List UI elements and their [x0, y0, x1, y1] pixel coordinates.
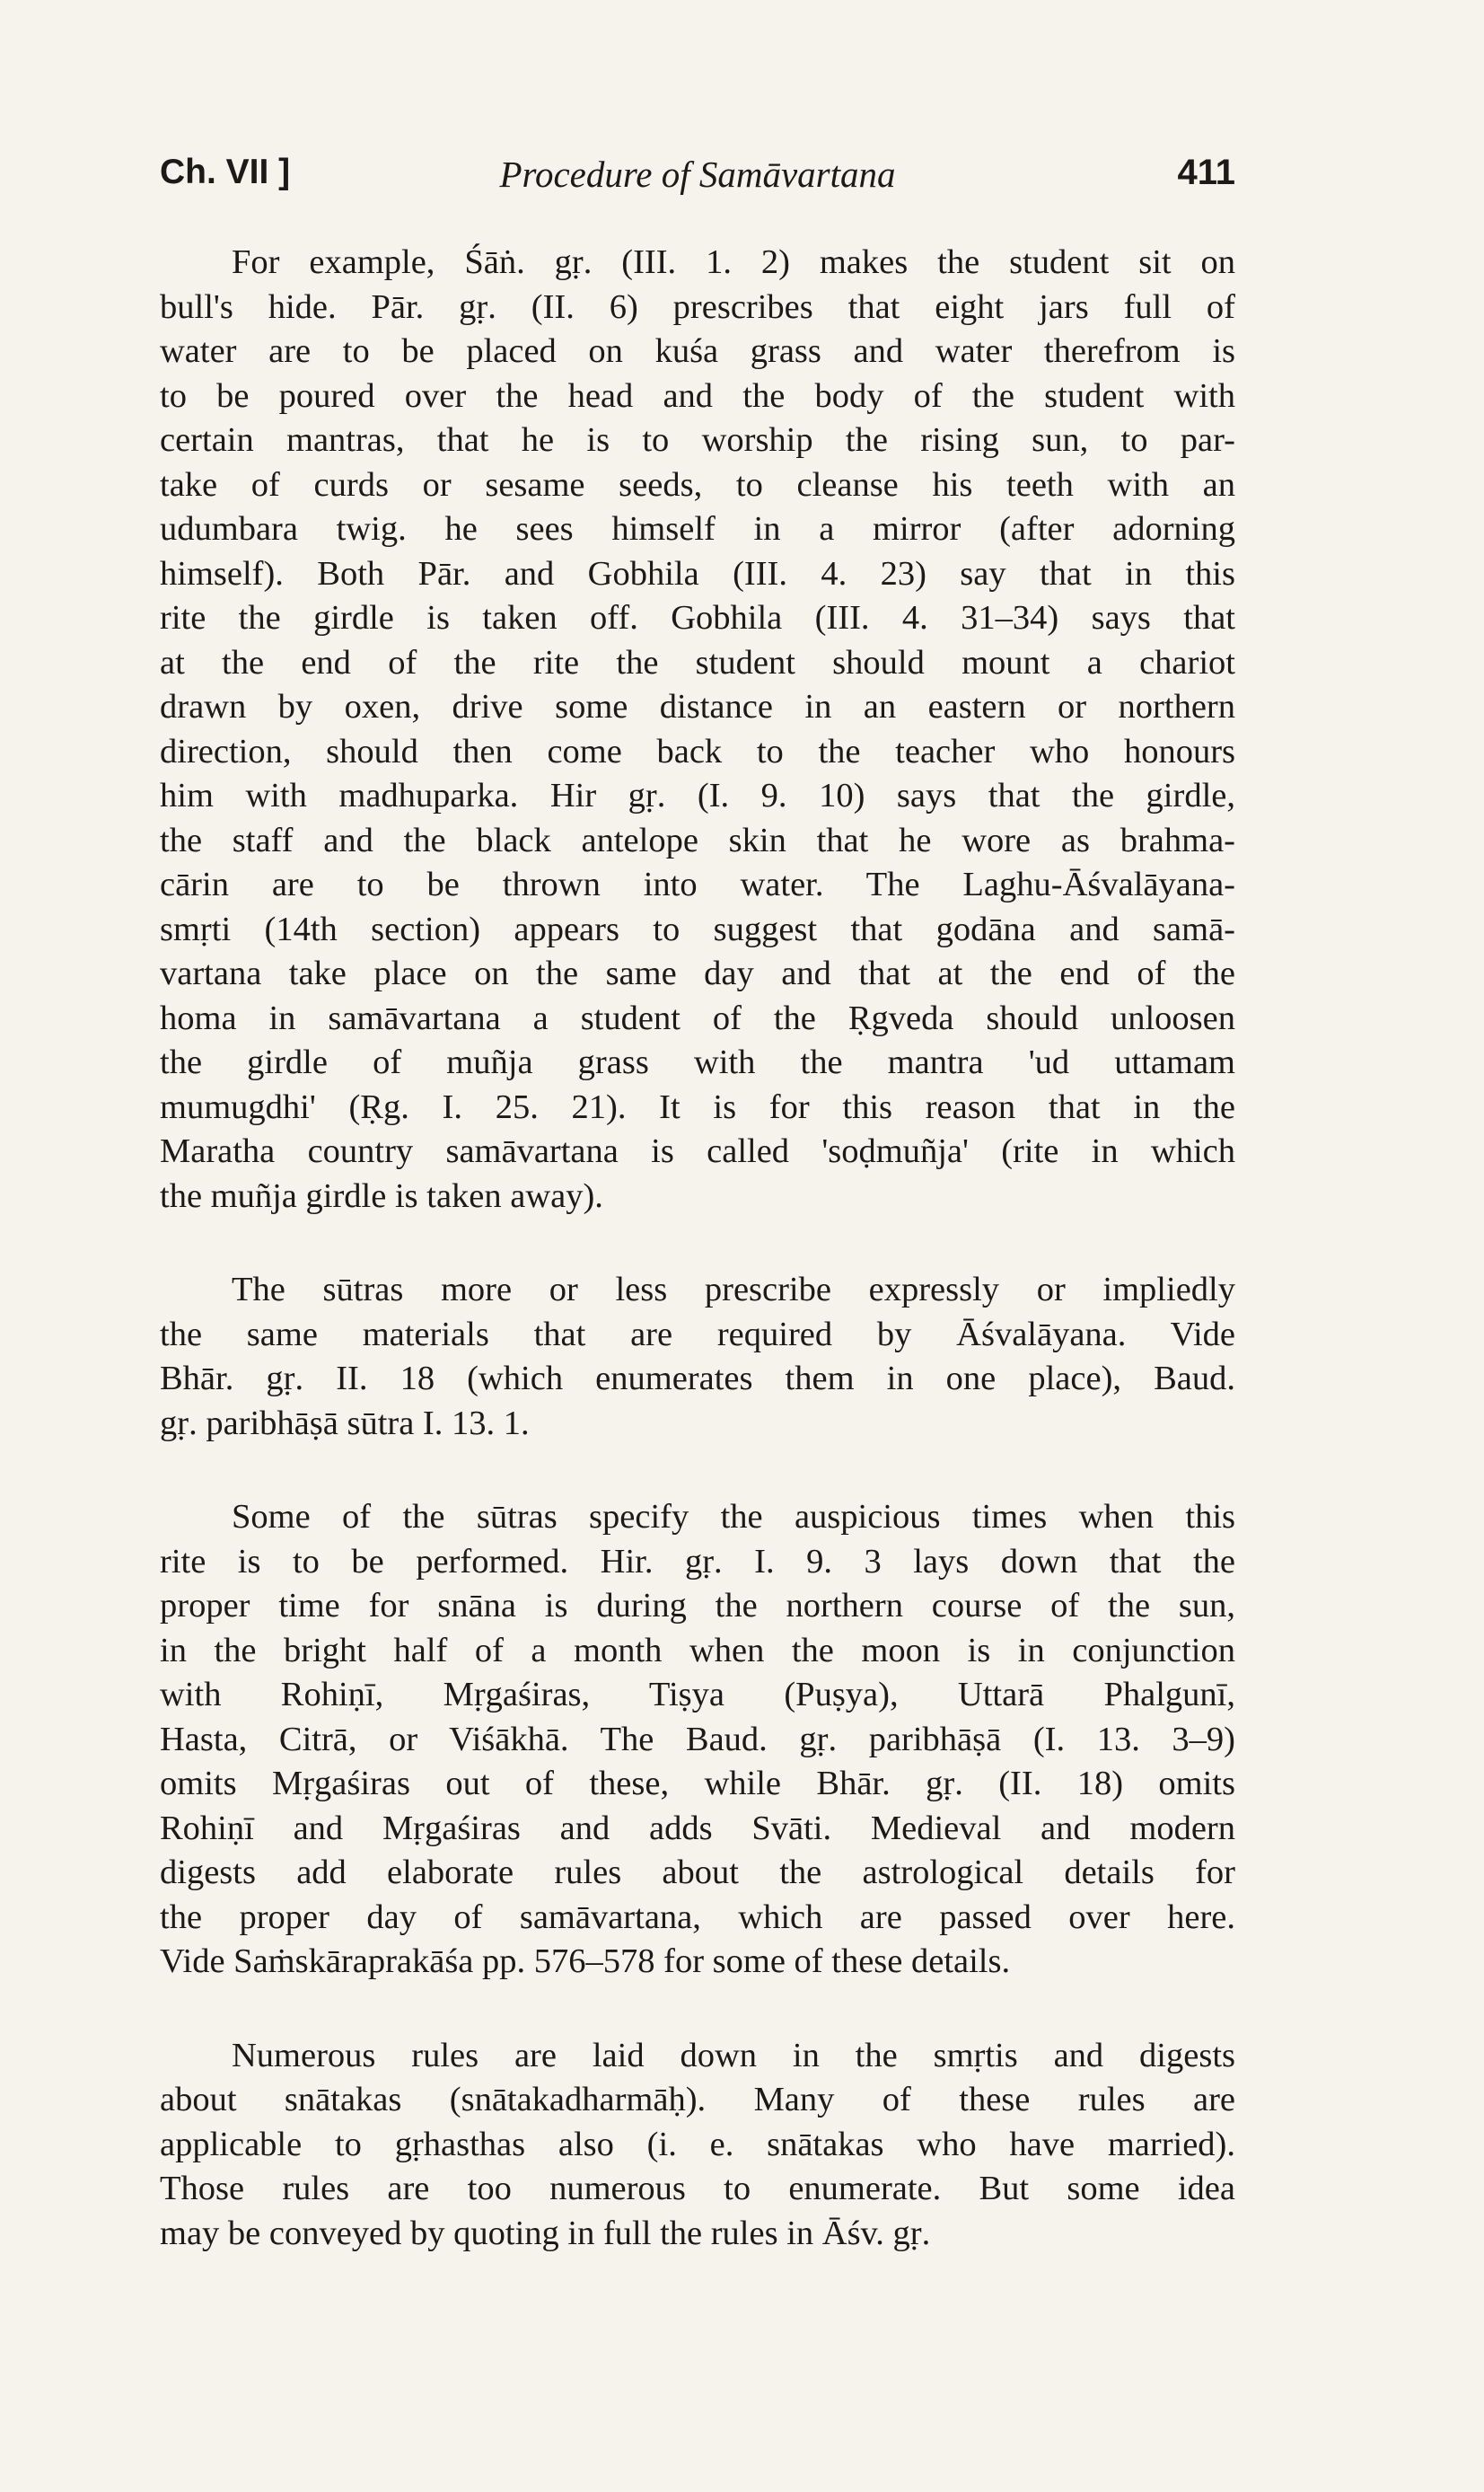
text-line: proper time for snāna is during the northern course of the sun, — [160, 1587, 1235, 1625]
text-line: Numerous rules are laid down in the smṛtis and digests — [232, 2036, 1235, 2074]
text-line: gṛ. paribhāṣā sūtra I. 13. 1. — [160, 1404, 530, 1442]
page-number: 411 — [1177, 153, 1235, 192]
text-line: Some of the sūtras specify the auspicious times when this — [232, 1498, 1235, 1536]
text-line: Those rules are too numerous to enumerate. But some idea — [160, 2170, 1235, 2207]
text-line: himself). Both Pār. and Gobhila (III. 4. 23) say that in this — [160, 554, 1235, 593]
text-line: udumbara twig. he sees himself in a mirror (after adorning — [160, 510, 1235, 548]
text-line: water are to be placed on kuśa grass and water therefrom is — [160, 332, 1235, 370]
text-line: Rohiṇī and Mṛgaśiras and adds Svāti. Medieval and modern — [160, 1809, 1235, 1847]
text-line: Hasta, Citrā, or Viśākhā. The Baud. gṛ. paribhāṣā (I. 13. 3–9) — [160, 1720, 1235, 1758]
text-line: rite is to be performed. Hir. gṛ. I. 9. 3 lays down that the — [160, 1542, 1235, 1581]
text-line: to be poured over the head and the body of the student with — [160, 376, 1235, 415]
paragraph — [160, 2034, 1235, 2257]
text-line: vartana take place on the same day and that at the end of the — [160, 955, 1235, 992]
text-line: in the bright half of a month when the moon is in conjunction — [160, 1631, 1235, 1669]
body-text — [160, 241, 1235, 2305]
paragraph — [160, 1268, 1235, 1446]
text-line: Bhār. gṛ. II. 18 (which enumerates them in one place), Baud. — [160, 1360, 1235, 1397]
running-title: Procedure of Samāvartana — [499, 154, 896, 195]
paragraph — [160, 1495, 1235, 1985]
text-line: the staff and the black antelope skin that he wore as brahma- — [160, 821, 1235, 859]
text-line: homa in samāvartana a student of the Ṛgveda should unloosen — [160, 999, 1235, 1037]
text-line: drawn by oxen, drive some distance in an eastern or northern — [160, 688, 1235, 726]
text-line: smṛti (14th section) appears to suggest that godāna and samā- — [160, 910, 1235, 948]
text-line: certain mantras, that he is to worship the rising sun, to par- — [160, 421, 1235, 459]
text-line: omits Mṛgaśiras out of these, while Bhār. gṛ. (II. 18) omits — [160, 1765, 1235, 1802]
text-line: rite the girdle is taken off. Gobhila (III. 4. 31–34) says that — [160, 599, 1235, 637]
text-line: cārin are to be thrown into water. The Laghu-Āśvalāyana- — [160, 866, 1235, 903]
text-line: about snātakas (snātakadharmāḥ). Many of these rules are — [160, 2081, 1235, 2118]
text-line: mumugdhi' (Ṛg. I. 25. 21). It is for this reason that in the — [160, 1087, 1235, 1126]
text-line: the proper day of samāvartana, which are passed over here. — [160, 1898, 1235, 1936]
text-line: him with madhuparka. Hir gṛ. (I. 9. 10) says that the girdle, — [160, 777, 1235, 815]
text-line: bull's hide. Pār. gṛ. (II. 6) prescribes that eight jars full of — [160, 287, 1235, 326]
text-line: the muñja girdle is taken away). — [160, 1176, 603, 1215]
paragraph — [160, 241, 1235, 1219]
text-line: take of curds or sesame seeds, to cleanse his teeth with an — [160, 465, 1235, 504]
text-line: Vide Saṁskāraprakāśa pp. 576–578 for some of these details. — [160, 1942, 1011, 1980]
chapter-label: Ch. VII ] — [160, 153, 291, 191]
text-line: Maratha country samāvartana is called 'soḍmuñja' (rite in which — [160, 1132, 1235, 1170]
text-line: digests add elaborate rules about the astrological details for — [160, 1854, 1235, 1891]
text-line: The sūtras more or less prescribe expressly or impliedly — [232, 1271, 1235, 1308]
text-line: direction, should then come back to the teacher who honours — [160, 732, 1235, 770]
text-line: applicable to gṛhasthas also (i. e. snātakas who have married). — [160, 2125, 1235, 2163]
text-line: with Rohiṇī, Mṛgaśiras, Tiṣya (Puṣya), Uttarā Phalgunī, — [160, 1676, 1235, 1713]
text-line: For example, Śāṅ. gṛ. (III. 1. 2) makes the student sit on — [232, 243, 1235, 281]
text-line: the girdle of muñja grass with the mantra 'ud uttamam — [160, 1043, 1235, 1081]
text-line: the same materials that are required by Āśvalāyana. Vide — [160, 1315, 1235, 1353]
page-header — [160, 153, 1235, 207]
text-line: at the end of the rite the student should mount a chariot — [160, 643, 1235, 682]
text-line: may be conveyed by quoting in full the rules in Āśv. gṛ. — [160, 2214, 931, 2252]
